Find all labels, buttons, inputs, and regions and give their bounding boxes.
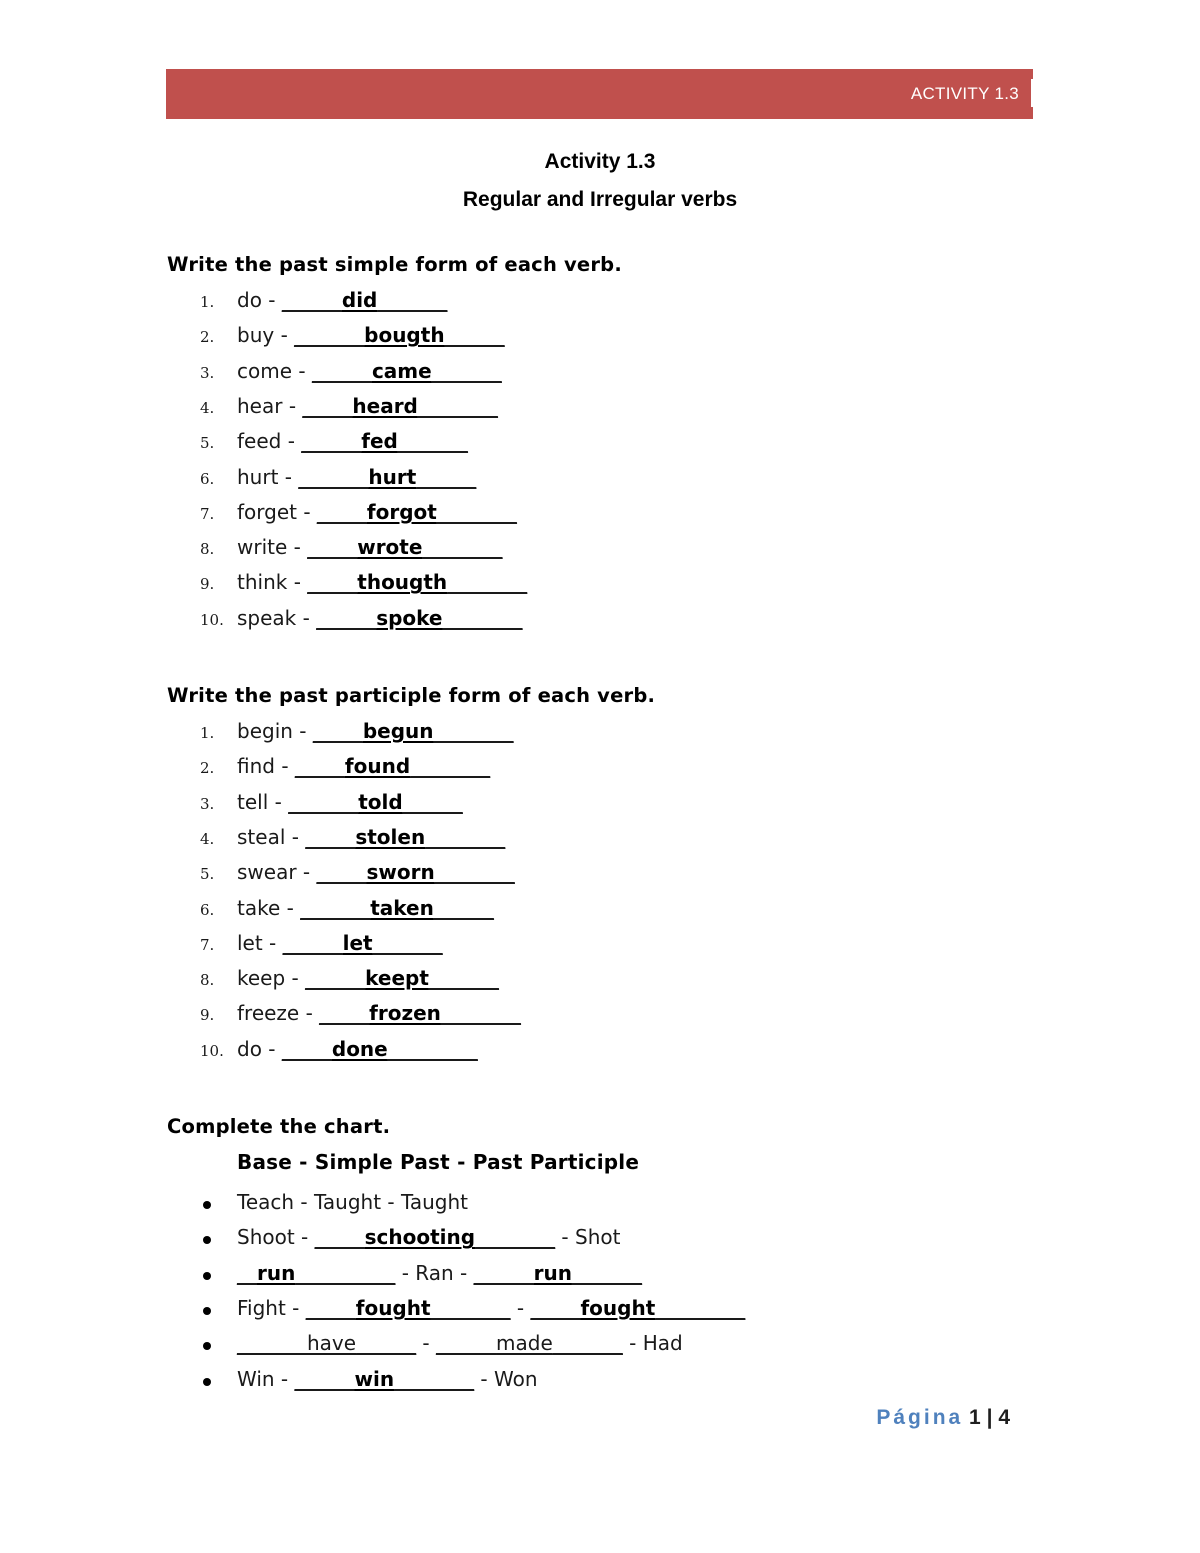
chart-text: ________ [394, 1366, 475, 1391]
section3-heading: Complete the chart. [167, 1115, 391, 1138]
chart-text: ________ [475, 1225, 556, 1250]
chart-text: _______ [237, 1331, 307, 1356]
answer-text: came [371, 358, 432, 383]
item-number: 10. [200, 610, 224, 629]
item-text [237, 754, 490, 778]
list-item [0, 570, 1200, 600]
item-number: 3. [200, 363, 215, 382]
page-title: Activity 1.3 [544, 150, 656, 173]
item-verb: begin - [237, 719, 313, 743]
chart-row-text [237, 1367, 538, 1391]
answer-blank: _______ [288, 789, 359, 814]
list-item [0, 896, 1200, 926]
item-verb: swear - [237, 860, 317, 885]
answer-blank: ________ [436, 499, 517, 524]
answer-blank: ______ [282, 930, 343, 955]
item-verb: keep - [237, 966, 306, 991]
answer-blank: _______ [372, 930, 443, 955]
answer-blank: ________ [425, 824, 506, 849]
bullet-icon [203, 1272, 211, 1280]
chart-text: ______ [294, 1366, 355, 1391]
item-verb: write - [237, 535, 308, 560]
section1-heading: Write the past simple form of each verb. [167, 253, 622, 276]
answer-blank: _________ [387, 1036, 478, 1061]
page-footer [876, 1406, 1010, 1430]
list-item [0, 1037, 1200, 1067]
answer-text: sworn [366, 860, 435, 885]
item-text [237, 931, 443, 955]
answer-blank: _______ [300, 895, 371, 920]
answer-blank: ________ [422, 535, 503, 560]
page-subtitle: Regular and Irregular verbs [462, 188, 738, 211]
item-number: 4. [200, 829, 215, 848]
chart-row [0, 1225, 1200, 1255]
answer-text: heard [352, 393, 418, 418]
header-edge [1031, 79, 1033, 107]
chart-row [0, 1190, 1200, 1220]
bullet-icon [203, 1236, 211, 1244]
chart-text: __________ [295, 1260, 396, 1285]
answer-blank: ______ [433, 895, 494, 920]
item-number: 9. [200, 1006, 215, 1025]
footer-label: Página [876, 1406, 964, 1429]
chart-subheading: Base - Simple Past - Past Participle [237, 1150, 640, 1174]
item-text [237, 1037, 478, 1061]
chart-text: _________ [655, 1295, 746, 1320]
item-number: 5. [200, 434, 215, 453]
answer-text: did [341, 288, 378, 312]
answer-blank: _____ [307, 535, 358, 560]
list-item [0, 606, 1200, 636]
item-number: 9. [200, 575, 215, 594]
item-text [237, 1001, 521, 1025]
item-number: 8. [200, 971, 215, 990]
item-verb: find - [237, 754, 295, 779]
answer-text: found [344, 754, 411, 779]
item-text [237, 323, 505, 347]
item-number: 10. [200, 1041, 224, 1060]
answer-text: thougth [357, 570, 448, 595]
item-verb: steal - [237, 824, 306, 849]
list-item [0, 754, 1200, 784]
answer-blank: _______ [428, 966, 499, 991]
chart-text: __ [237, 1260, 257, 1285]
answer-blank: _____ [312, 719, 363, 743]
item-number: 6. [200, 900, 215, 919]
chart-text: - Had [622, 1331, 683, 1356]
list-item [0, 429, 1200, 459]
item-verb: speak - [237, 605, 317, 630]
chart-row [0, 1296, 1200, 1326]
answer-blank: ______ [444, 323, 505, 348]
answer-blank: ________ [434, 860, 515, 885]
item-verb: come - [237, 358, 312, 383]
item-verb: think - [237, 570, 308, 595]
item-text [237, 359, 502, 383]
chart-text: ______ [356, 1331, 417, 1356]
item-number: 2. [200, 759, 215, 778]
item-text [237, 606, 523, 630]
chart-row [0, 1331, 1200, 1361]
answer-text: taken [370, 895, 434, 920]
item-verb: hear - [237, 393, 303, 418]
list-item [0, 966, 1200, 996]
answer-blank: ________ [447, 570, 528, 595]
item-text [237, 719, 514, 743]
answer-text: stolen [355, 824, 426, 849]
item-number: 1. [200, 724, 215, 742]
answer-text: run [533, 1260, 572, 1285]
answer-blank: _______ [294, 323, 365, 348]
answer-blank: ________ [410, 754, 491, 779]
item-text [237, 825, 505, 849]
answer-blank: _____ [281, 1036, 332, 1061]
list-item [0, 500, 1200, 530]
item-number: 1. [200, 293, 215, 311]
list-item [0, 931, 1200, 961]
list-item [0, 288, 1200, 318]
answer-text: bougth [364, 323, 445, 348]
list-item [0, 359, 1200, 389]
list-item [0, 790, 1200, 820]
list-item [0, 394, 1200, 424]
item-verb: feed - [237, 429, 302, 454]
list-item [0, 860, 1200, 890]
chart-text: - Ran - [395, 1260, 474, 1285]
item-verb: do - [237, 1036, 282, 1061]
answer-text: run [257, 1260, 296, 1285]
chart-text: made [496, 1331, 553, 1356]
item-number: 7. [200, 935, 215, 954]
answer-text: keept [365, 966, 429, 991]
chart-row-text [237, 1225, 620, 1249]
answer-text: fed [361, 429, 398, 454]
answer-blank: ______ [305, 966, 366, 991]
bullet-icon [203, 1307, 211, 1315]
answer-text: let [342, 930, 373, 955]
item-text [237, 966, 499, 990]
chart-row [0, 1367, 1200, 1397]
chart-row-text [237, 1331, 683, 1355]
list-item [0, 465, 1200, 495]
answer-blank: ________ [433, 719, 514, 743]
answer-blank: _____ [305, 824, 356, 849]
answer-blank: ________ [440, 1001, 521, 1026]
item-number: 2. [200, 328, 215, 347]
header-bar [166, 69, 1033, 119]
section2-heading: Write the past participle form of each verb. [167, 684, 656, 707]
chart-row-text [237, 1261, 642, 1285]
item-verb: hurt - [237, 464, 299, 489]
item-text [237, 465, 476, 489]
item-verb: take - [237, 895, 301, 920]
item-verb: freeze - [237, 1001, 320, 1026]
answer-blank: _______ [298, 464, 369, 489]
list-item [0, 719, 1200, 749]
answer-blank: ______ [311, 358, 372, 383]
chart-text: - [416, 1331, 437, 1356]
item-text [237, 790, 463, 814]
answer-text: schooting [364, 1225, 476, 1250]
answer-text: done [331, 1036, 388, 1061]
item-number: 7. [200, 504, 215, 523]
chart-text: - Won [474, 1366, 538, 1391]
answer-text: begun [362, 719, 434, 743]
list-item [0, 1001, 1200, 1031]
answer-blank: _______ [397, 429, 468, 454]
answer-text: win [354, 1366, 395, 1391]
item-text [237, 570, 527, 594]
chart-text: - [510, 1295, 531, 1320]
answer-blank: _______ [377, 288, 448, 312]
answer-text: fought [580, 1295, 656, 1320]
chart-row-text [237, 1296, 745, 1320]
chart-text: _____ [314, 1225, 365, 1250]
item-text [237, 500, 517, 524]
list-item [0, 323, 1200, 353]
answer-text: fought [355, 1295, 431, 1320]
answer-blank: _____ [302, 393, 353, 418]
chart-text: Win - [237, 1366, 295, 1391]
answer-text: frozen [369, 1001, 441, 1026]
footer-total: 4 [998, 1406, 1010, 1429]
answer-blank: _____ [316, 499, 367, 524]
item-number: 6. [200, 469, 215, 488]
answer-text: wrote [357, 535, 423, 560]
chart-row [0, 1261, 1200, 1291]
answer-blank: ______ [316, 605, 377, 630]
chart-text: ________ [430, 1295, 511, 1320]
answer-blank: ________ [442, 605, 523, 630]
answer-blank: _____ [294, 754, 345, 779]
item-number: 5. [200, 865, 215, 884]
bullet-icon [203, 1201, 211, 1209]
answer-blank: _____ [316, 860, 367, 885]
chart-text: Fight - [237, 1295, 306, 1320]
chart-text: ______ [473, 1260, 534, 1285]
item-text [237, 896, 494, 920]
chart-text: ______ [436, 1331, 497, 1356]
chart-text: _______ [571, 1260, 642, 1285]
item-verb: tell - [237, 789, 289, 814]
answer-blank: ______ [281, 288, 342, 312]
chart-text: _____ [305, 1295, 356, 1320]
item-verb: do - [237, 288, 282, 312]
bullet-icon [203, 1378, 211, 1386]
item-text [237, 535, 502, 559]
header-label: ACTIVITY 1.3 [910, 84, 1019, 103]
list-item [0, 825, 1200, 855]
footer-page: 1 [969, 1406, 981, 1429]
answer-blank: ______ [402, 789, 463, 814]
answer-text: hurt [368, 464, 417, 489]
item-number: 3. [200, 794, 215, 813]
answer-blank: _____ [319, 1001, 370, 1026]
answer-blank: ______ [416, 464, 477, 489]
item-text [237, 288, 447, 312]
chart-text: _______ [552, 1331, 623, 1356]
chart-text: Shoot - [237, 1225, 315, 1250]
answer-blank: ________ [417, 393, 498, 418]
item-verb: buy - [237, 323, 295, 348]
list-item [0, 535, 1200, 565]
answer-text: forgot [366, 499, 437, 524]
chart-text: - Shot [555, 1225, 621, 1250]
answer-blank: _____ [307, 570, 358, 595]
chart-row-text [237, 1190, 468, 1214]
answer-blank: ______ [301, 429, 362, 454]
item-number: 4. [200, 398, 215, 417]
chart-text: have [307, 1331, 357, 1356]
item-number: 8. [200, 540, 215, 559]
answer-text: told [358, 789, 403, 814]
chart-text: _____ [530, 1295, 581, 1320]
item-text [237, 860, 515, 884]
bullet-icon [203, 1342, 211, 1350]
footer-sep: | [986, 1406, 993, 1429]
chart-text: Teach - Taught - Taught [237, 1190, 469, 1214]
item-verb: forget - [237, 499, 317, 524]
answer-text: spoke [376, 605, 443, 630]
answer-blank: _______ [431, 358, 502, 383]
item-verb: let - [237, 930, 283, 955]
item-text [237, 394, 498, 418]
item-text [237, 429, 468, 453]
